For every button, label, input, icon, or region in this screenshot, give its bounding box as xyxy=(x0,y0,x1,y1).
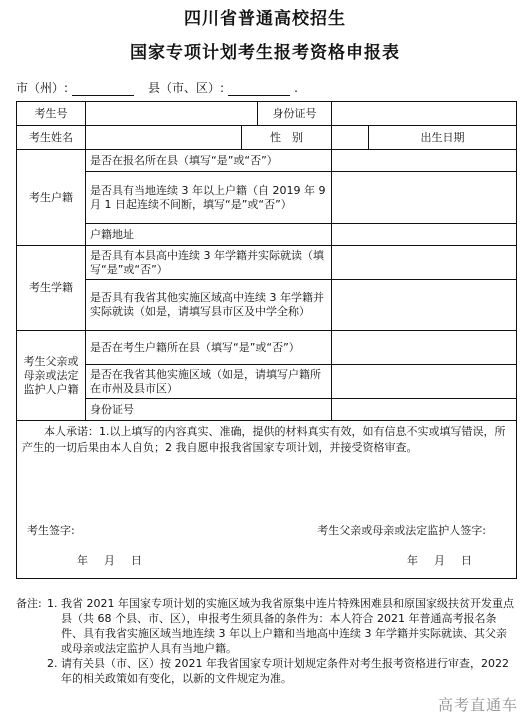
hukou-answer-1[interactable] xyxy=(332,150,517,172)
parent-id-field[interactable] xyxy=(332,399,517,421)
student-signature-label: 考生签字: xyxy=(27,524,75,537)
hukou-question-1: 是否在报名所在县（填写“是”或“否”） xyxy=(86,150,332,172)
hukou-address-field[interactable] xyxy=(332,224,517,246)
form-title-line1: 四川省普通高校招生 xyxy=(184,9,346,29)
location-line xyxy=(16,79,298,96)
city-label: 市（州）: xyxy=(16,81,69,95)
promise-text: 本人承诺：1.以上填写的内容真实、准确，提供的材料真实有效，如有信息不实或填写错误，所产生的一切后果由本人自负；2 我自愿申报我省国家专项计划，并接受资格审查。 xyxy=(22,425,506,454)
hukou-question-2: 是否具有当地连续 3 年以上户籍（自 2019 年 9 月 1 日起连续不间断，填写“是”或“否”） xyxy=(86,172,332,224)
school-label: 考生学籍 xyxy=(17,246,86,331)
hukou-address-label: 户籍地址 xyxy=(86,224,332,246)
exam-no-label: 考生号 xyxy=(17,102,86,126)
school-answer-1[interactable] xyxy=(332,246,517,280)
parent-answer-2[interactable] xyxy=(332,365,517,399)
parent-question-1: 是否在考生户籍所在县（填写“是”或“否”） xyxy=(86,331,332,365)
form-title-line2: 国家专项计划考生报考资格申报表 xyxy=(130,43,400,63)
exam-no-field[interactable] xyxy=(86,102,258,126)
parent-date: 年 月 日 xyxy=(407,554,472,567)
parent-question-2: 是否在我省其他实施区域（如是，请填写户籍所在市州及县市区） xyxy=(86,365,332,399)
notes-label: 备注: xyxy=(16,597,42,610)
note-item-2: 2. 请有关县（市、区）按 2021 年我省国家专项计划规定条件对考生报考资格进行审查，2022 年的相关政策如有变化，以新的文件规定为准。 xyxy=(47,657,509,685)
parent-answer-1[interactable] xyxy=(332,331,517,365)
school-question-2: 是否具有我省其他实施区域高中连续 3 年学籍并实际就读（如是，请填写县市区及中学全称） xyxy=(86,280,332,331)
application-table xyxy=(16,101,517,579)
watermark: 高考直通车 xyxy=(437,696,518,714)
hukou-label: 考生户籍 xyxy=(17,150,86,246)
note-text-1: 我省 2021 年国家专项计划的实施区域为我省原集中连片特殊困难县和原国家级扶贫开发重点县（共 68 个县、市、区），申报考生须具备的条件为：本人符合 2021 年普通高考报名条件、具有我省实施区域当地连续 3 年以上户籍和当地高中连续 3 年学籍并实际就读、其父亲或母亲或法定监护人具有当地户籍。 xyxy=(61,597,514,655)
county-label: 县（市、区）: xyxy=(148,81,225,95)
school-question-1: 是否具有本县高中连续 3 年学籍并实际就读（填写“是”或“否”） xyxy=(86,246,332,280)
gender-field[interactable] xyxy=(332,126,369,150)
promise-cell xyxy=(17,421,517,579)
gender-label: 性 别 xyxy=(242,126,332,150)
id-no-field[interactable] xyxy=(332,102,517,126)
note-text-2: 请有关县（市、区）按 2021 年我省国家专项计划规定条件对考生报考资格进行审查，2022 年的相关政策如有变化，以新的文件规定为准。 xyxy=(61,657,509,685)
parent-label: 考生父亲或母亲或法定监护人户籍 xyxy=(17,331,86,421)
name-field[interactable] xyxy=(86,126,242,150)
parent-id-label: 身份证号 xyxy=(86,399,332,421)
city-blank[interactable] xyxy=(72,83,134,96)
hukou-answer-2[interactable] xyxy=(332,172,517,224)
birth-label: 出生日期 xyxy=(369,126,517,150)
parent-signature-label: 考生父亲或母亲或法定监护人签字: xyxy=(317,524,486,537)
name-label: 考生姓名 xyxy=(17,126,86,150)
note-item-1: 1. 我省 2021 年国家专项计划的实施区域为我省原集中连片特殊困难县和原国家级扶贫开发重点县（共 68 个县、市、区），申报考生须具备的条件为：本人符合 2021 年普通高考报名条件、具有我省实施区域当地连续 3 年以上户籍和当地高中连续 3 年学籍并实际就读、其父亲或母亲或法定监护人具有当地户籍。 xyxy=(47,597,514,655)
location-end: . xyxy=(294,81,298,95)
county-blank[interactable] xyxy=(228,83,290,96)
notes xyxy=(16,596,516,686)
school-answer-2[interactable] xyxy=(332,280,517,331)
student-date: 年 月 日 xyxy=(77,554,142,567)
id-no-label: 身份证号 xyxy=(258,102,332,126)
